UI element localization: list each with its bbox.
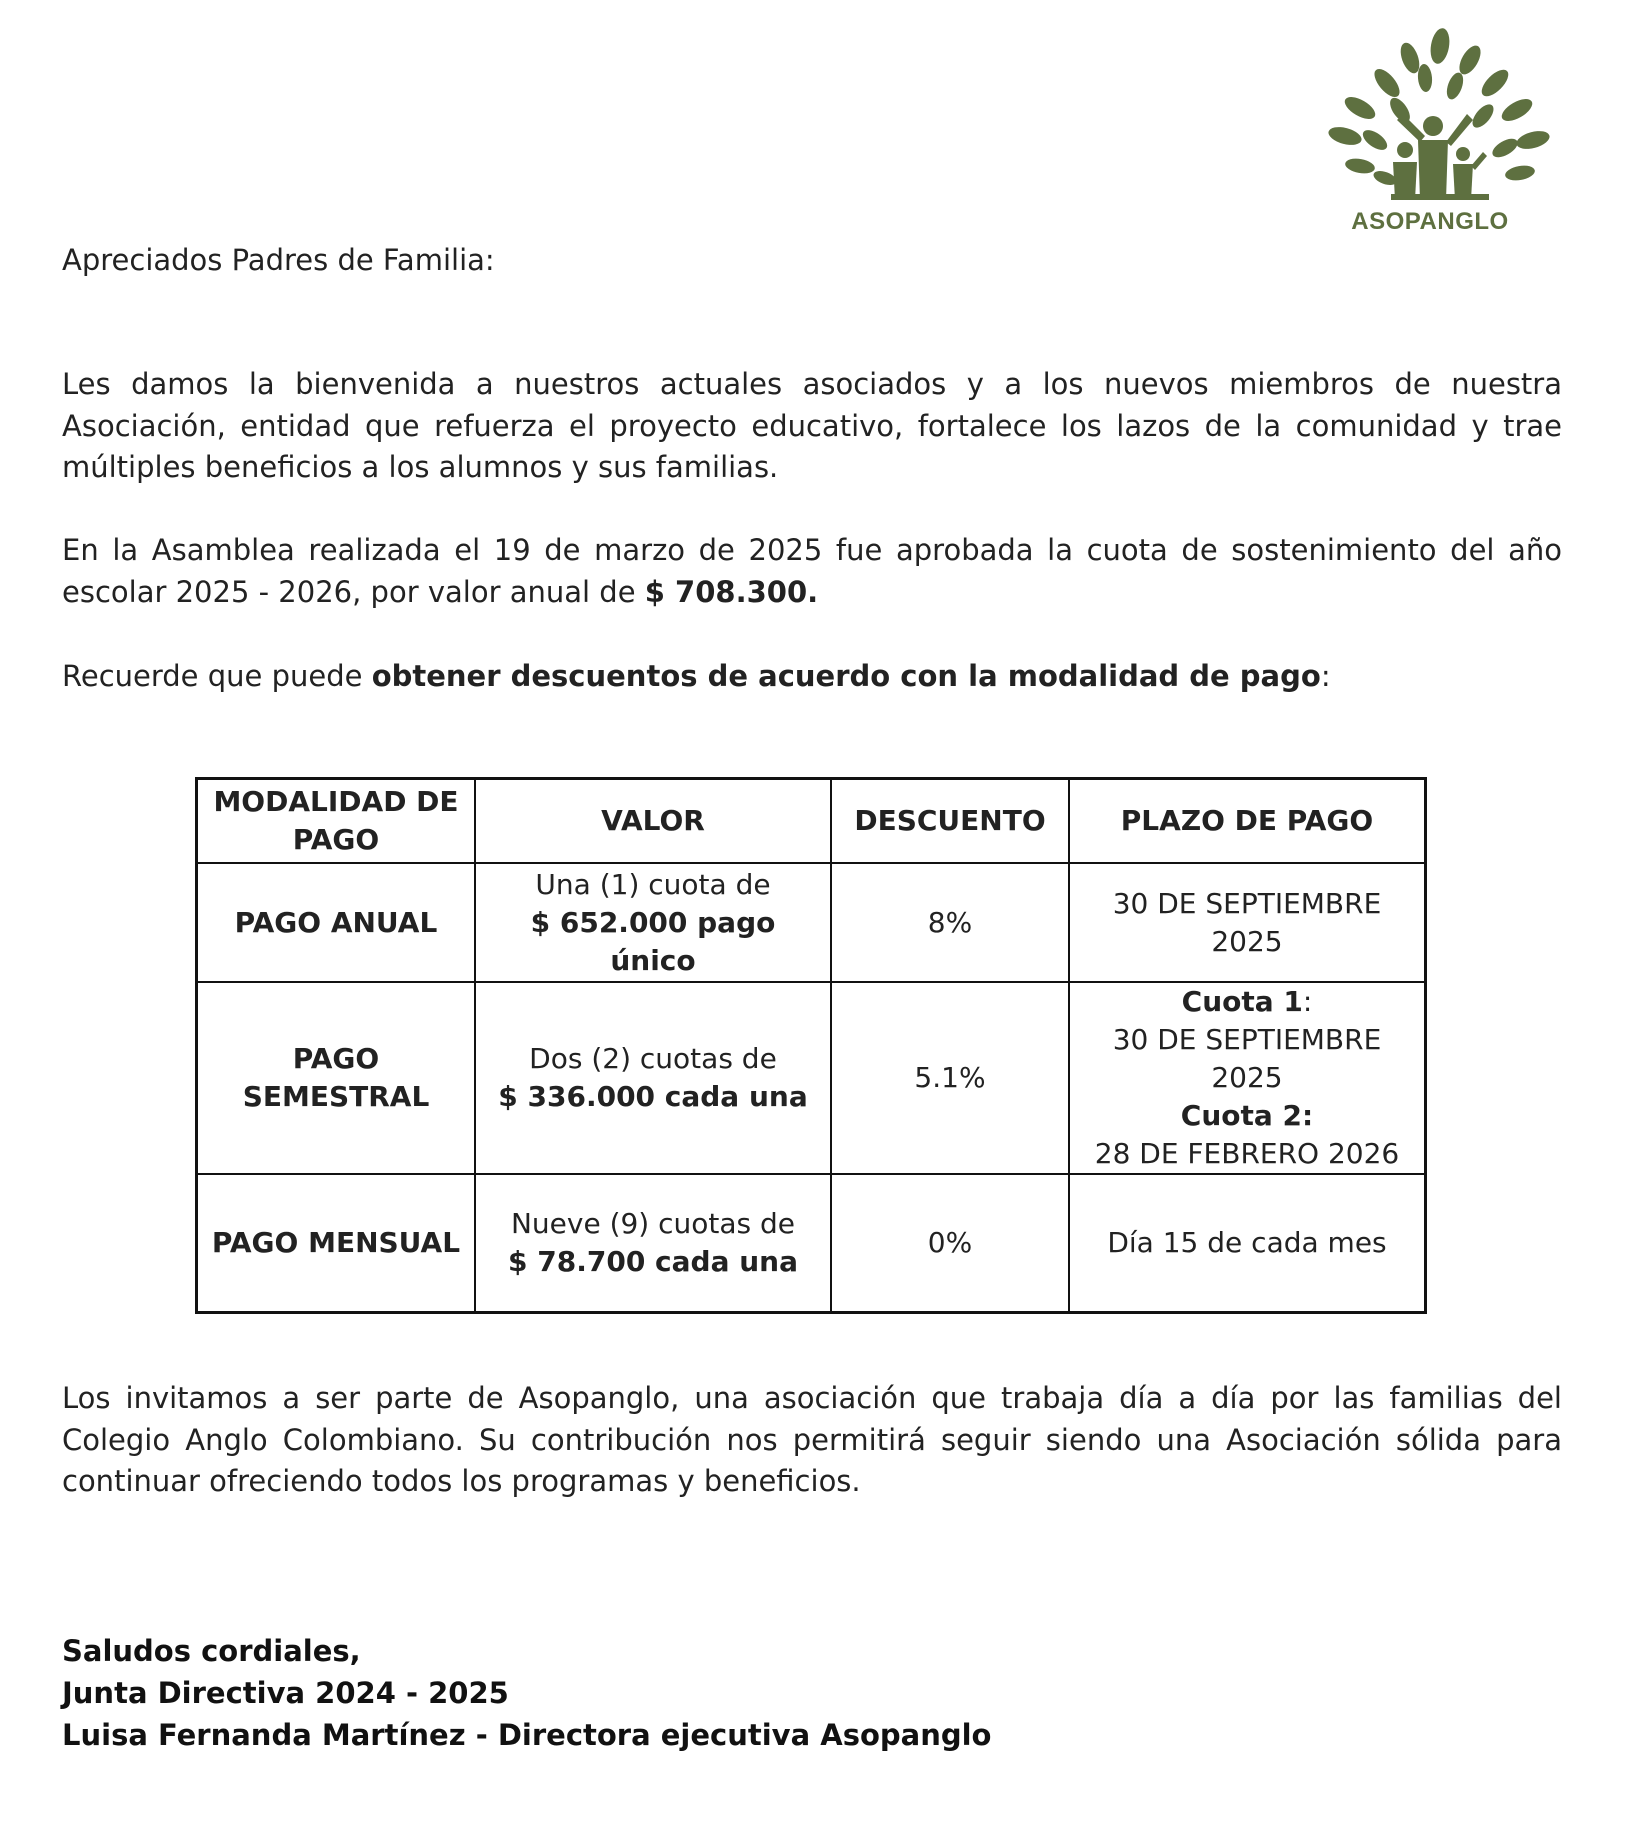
tree-family-icon [1305,28,1555,208]
plazo-cell [1069,982,1426,1174]
discount-intro: Recuerde que puede [62,659,372,693]
valor-line: Dos (2) cuotas de [529,1042,777,1075]
valor-amount: $ 78.700 cada una [508,1245,798,1278]
valor-cell [475,863,831,982]
header-valor: VALOR [475,779,831,864]
table-row [197,1174,1426,1313]
signer: Luisa Fernanda Martínez - Directora ejecutiva Asopanglo [62,1718,992,1752]
discount-highlight: obtener descuentos de acuerdo con la modalidad de pago [371,659,1321,693]
board-name: Junta Directiva 2024 - 2025 [62,1676,509,1710]
plazo-cell: 30 DE SEPTIEMBRE 2025 [1069,863,1426,982]
cuota-2-label: Cuota 2: [1180,1099,1314,1132]
asopanglo-logo [1305,28,1555,238]
header-plazo: PLAZO DE PAGO [1069,779,1426,864]
descuento-cell: 5.1% [831,982,1069,1174]
table-row [197,982,1426,1174]
invitation-paragraph: Los invitamos a ser parte de Asopanglo, una asociación que trabaja día a día por las familias del Colegio Anglo Colombiano. Su contribución nos permitirá seguir siendo una Asociación sólida para continuar ofreciendo todos los programas y beneficios. [62,1381,1562,1498]
discount-colon: : [1320,659,1331,693]
valor-line: Nueve (9) cuotas de [510,1207,796,1240]
header-descuento: DESCUENTO [831,779,1069,864]
valor-line: Una (1) cuota de [535,867,771,901]
table-row [197,863,1426,982]
modalidad-cell: PAGO ANUAL [197,863,476,982]
valor-amount: $ 652.000 pago único [530,905,776,977]
header-modalidad: MODALIDAD DE PAGO [197,779,476,864]
assembly-text: En la Asamblea realizada el 19 de marzo de 2025 fue aprobada la cuota de sostenimiento del año escolar 2025 - 2026, por valor anual de [62,533,1562,609]
cuota-2-date: 28 DE FEBRERO 2026 [1094,1137,1400,1170]
modalidad-cell: PAGO MENSUAL [197,1174,476,1313]
signature-block [62,1630,991,1756]
greeting: Apreciados Padres de Familia: [62,243,495,277]
cuota-1-colon: : [1302,985,1313,1018]
welcome-paragraph: Les damos la bienvenida a nuestros actuales asociados y a los nuevos miembros de nuestra Asociación, entidad que refuerza el proyecto educativo, fortalece los lazos de la comunidad y trae múltiples beneficios a los alumnos y sus familias. [62,367,1562,484]
logo-wordmark: ASOPANGLO [1351,208,1509,235]
plazo-cell: Día 15 de cada mes [1069,1174,1426,1313]
descuento-cell: 8% [831,863,1069,982]
modalidad-cell: PAGO SEMESTRAL [197,982,476,1174]
descuento-cell: 0% [831,1174,1069,1313]
assembly-paragraph [62,530,1562,613]
cuota-1-date: 30 DE SEPTIEMBRE 2025 [1112,1023,1382,1094]
cuota-1-label: Cuota 1 [1181,985,1303,1018]
annual-amount: $ 708.300. [644,574,819,609]
discount-paragraph [62,656,1562,698]
closing: Saludos cordiales, [62,1634,361,1668]
valor-cell [475,1174,831,1313]
table-header-row [197,779,1426,864]
valor-cell [475,982,831,1174]
valor-amount: $ 336.000 cada una [498,1080,808,1113]
payment-table [195,777,1427,1314]
